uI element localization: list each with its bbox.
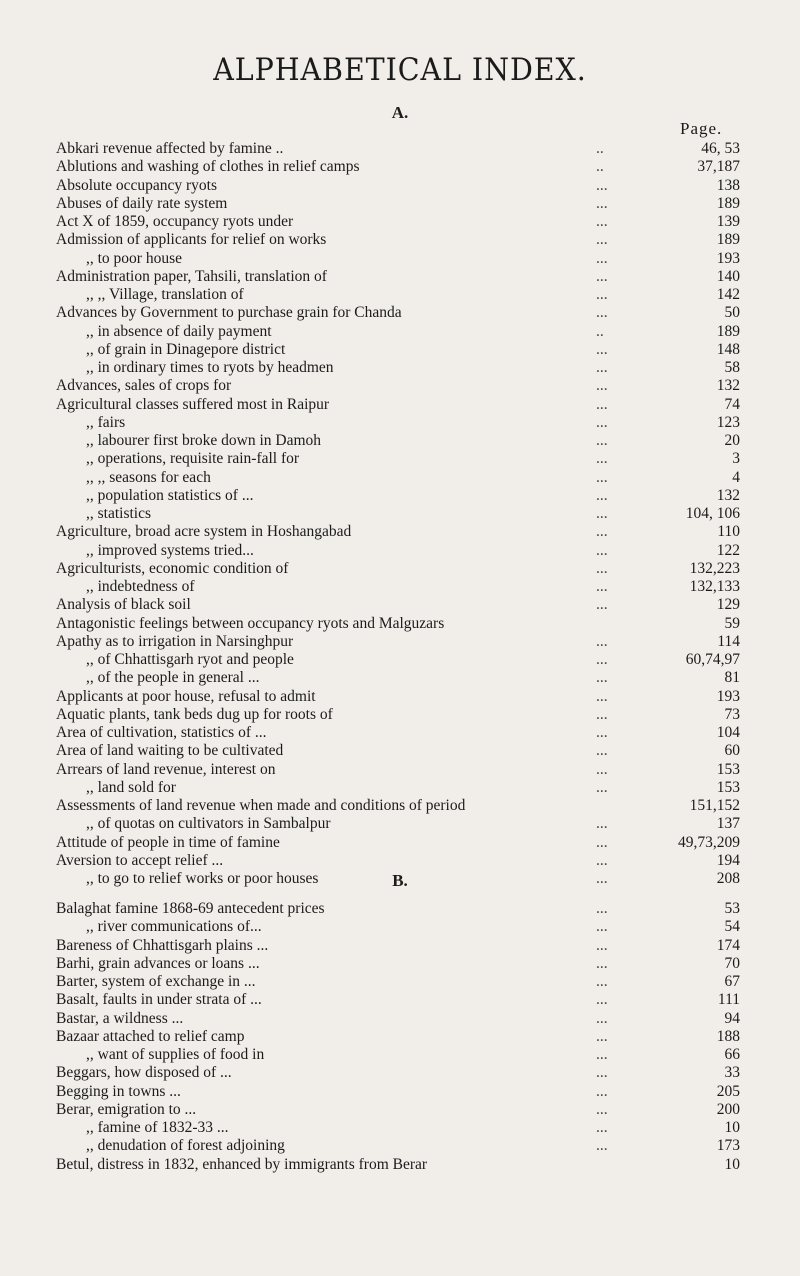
index-entry: [56, 560, 740, 578]
entry-page-number: 81: [724, 669, 740, 687]
entry-text: Berar, emigration to ...: [56, 1100, 197, 1118]
index-entry: [56, 651, 740, 669]
index-entry: [56, 973, 740, 991]
entry-leader-dots: ...: [596, 936, 608, 954]
entry-leader-dots: ...: [596, 267, 608, 285]
index-entry: [56, 359, 740, 377]
entry-page-number: 3: [732, 450, 740, 468]
entry-page-number: 50: [724, 304, 740, 322]
entry-page-number: 10: [724, 1155, 740, 1173]
entry-leader-dots: ...: [596, 450, 608, 468]
entry-text: Basalt, faults in under strata of ...: [56, 991, 262, 1009]
index-entry: [56, 323, 740, 341]
entry-page-number: 205: [716, 1082, 740, 1100]
index-entry: [56, 396, 740, 414]
entry-leader-dots: ...: [596, 1082, 608, 1100]
entry-leader-dots: ...: [596, 973, 608, 990]
entry-leader-dots: ...: [596, 249, 608, 267]
index-entry: [56, 268, 740, 286]
entry-text: Barhi, grain advances or loans ...: [56, 954, 260, 972]
entry-page-number: 140: [716, 267, 740, 285]
index-entry: [56, 615, 740, 633]
entry-page-number: 132: [716, 377, 740, 395]
entry-page-number: 151,152: [689, 797, 740, 814]
index-entry: [56, 937, 740, 955]
entry-page-number: 132,223: [689, 559, 740, 577]
entry-leader-dots: ...: [596, 194, 608, 212]
entry-page-number: 114: [717, 632, 740, 650]
entry-leader-dots: ...: [596, 760, 608, 778]
entry-text: ,, fairs: [86, 413, 126, 431]
entry-text: ,, river communications of...: [86, 918, 262, 936]
entry-text: ,, indebtedness of: [86, 578, 195, 595]
index-entry: [56, 815, 740, 833]
entry-leader-dots: ...: [596, 1137, 608, 1155]
entry-page-number: 60,74,97: [685, 651, 740, 668]
index-entry: [56, 742, 740, 760]
entry-page-number: 123: [716, 413, 740, 431]
entry-leader-dots: ...: [596, 377, 608, 395]
entry-page-number: 194: [716, 851, 740, 869]
entry-text: Bazaar attached to relief camp: [56, 1027, 245, 1045]
entry-page-number: 67: [724, 973, 740, 990]
entry-text: Aquatic plants, tank beds dug up for roots of: [56, 705, 333, 723]
index-entry: [56, 1010, 740, 1028]
entry-leader-dots: ...: [596, 213, 608, 230]
entry-text: Betul, distress in 1832, enhanced by immigrants from Berar: [56, 1155, 428, 1173]
index-entry: [56, 918, 740, 936]
index-entry: [56, 450, 740, 468]
entry-text: Absolute occupancy ryots: [56, 176, 217, 194]
entry-leader-dots: ...: [596, 651, 608, 668]
entry-leader-dots: ...: [596, 231, 608, 249]
entry-leader-dots: ...: [596, 900, 608, 917]
entry-page-number: 58: [724, 359, 740, 376]
entry-text: ,, of Chhattisgarh ryot and people: [86, 651, 294, 668]
index-entry: [56, 1046, 740, 1064]
index-entry: [56, 633, 740, 651]
index-entry: [56, 669, 740, 687]
entry-text: Ablutions and washing of clothes in relief camps: [56, 158, 360, 176]
entry-leader-dots: ...: [596, 687, 608, 705]
entry-leader-dots: ...: [596, 815, 608, 833]
entry-leader-dots: ...: [596, 468, 608, 486]
entry-leader-dots: ...: [596, 742, 608, 760]
entry-text: Applicants at poor house, refusal to admit: [56, 687, 316, 705]
index-entry: [56, 1137, 740, 1155]
entry-leader-dots: ...: [596, 705, 608, 723]
entry-text: Begging in towns ...: [56, 1082, 181, 1100]
entry-page-number: 20: [724, 432, 740, 449]
entry-text: Admission of applicants for relief on works: [56, 231, 327, 249]
entry-page-number: 49,73,209: [678, 833, 740, 851]
entry-page-number: 53: [724, 900, 740, 917]
entry-text: ,, land sold for: [86, 778, 176, 796]
entry-leader-dots: ...: [596, 395, 608, 413]
entry-leader-dots: ...: [596, 596, 608, 614]
entry-page-number: 59: [724, 614, 740, 632]
entry-text: ,, of quotas on cultivators in Sambalpur: [86, 815, 331, 833]
entry-text: Abkari revenue affected by famine ..: [56, 140, 284, 157]
entry-text: Aversion to accept relief ...: [56, 851, 224, 869]
entry-leader-dots: ...: [596, 954, 608, 972]
index-entry: [56, 414, 740, 432]
entry-text: Assessments of land revenue when made and conditions of period: [56, 797, 466, 814]
index-entry: [56, 1028, 740, 1046]
entry-page-number: 104, 106: [685, 505, 740, 522]
index-entry: [56, 724, 740, 742]
entry-page-number: 142: [716, 286, 740, 303]
index-entry: [56, 834, 740, 852]
index-entry: [56, 140, 740, 158]
entry-page-number: 73: [724, 705, 740, 723]
entry-leader-dots: ...: [596, 304, 608, 322]
entry-leader-dots: ...: [596, 340, 608, 358]
entry-leader-dots: ...: [596, 559, 608, 577]
index-entry: [56, 304, 740, 322]
entry-text: Area of land waiting to be cultivated: [56, 742, 284, 760]
index-entry: [56, 991, 740, 1009]
entry-page-number: 200: [716, 1100, 740, 1118]
entry-leader-dots: ...: [596, 1119, 608, 1136]
index-entry: [56, 523, 740, 541]
entry-page-number: 60: [724, 742, 740, 760]
index-entry: [56, 195, 740, 213]
entry-page-number: 193: [716, 249, 740, 267]
entry-leader-dots: ...: [596, 669, 608, 687]
index-entry: [56, 852, 740, 870]
entry-page-number: 132,133: [689, 578, 740, 595]
entry-text: Area of cultivation, statistics of ...: [56, 724, 267, 741]
entry-page-number: 193: [716, 687, 740, 705]
entry-leader-dots: ...: [596, 851, 608, 869]
index-entry: [56, 250, 740, 268]
entry-text: Bareness of Chhattisgarh plains ...: [56, 936, 269, 954]
section-letter-b: B.: [392, 871, 408, 890]
index-entry: [56, 706, 740, 724]
entry-text: Attitude of people in time of famine: [56, 833, 280, 851]
entry-text: Act X of 1859, occupancy ryots under: [56, 213, 294, 230]
entry-page-number: 153: [716, 760, 740, 778]
index-entry: [56, 797, 740, 815]
entry-leader-dots: ...: [596, 359, 608, 376]
index-entry: [56, 761, 740, 779]
index-entry: [56, 955, 740, 973]
entry-leader-dots: ...: [596, 1064, 608, 1082]
index-section-b: [56, 900, 740, 1174]
index-entry: [56, 1083, 740, 1101]
entry-leader-dots: ..: [596, 140, 604, 157]
entry-text: ,, ,, Village, translation of: [86, 286, 244, 303]
entry-page-number: 188: [716, 1027, 740, 1045]
entry-leader-dots: ...: [596, 578, 608, 595]
index-entry: [56, 596, 740, 614]
entry-leader-dots: ...: [596, 778, 608, 796]
entry-text: ,, in ordinary times to ryots by headmen: [86, 359, 334, 376]
entry-text: Barter, system of exchange in ...: [56, 973, 256, 990]
index-entry: [56, 1064, 740, 1082]
entry-text: Abuses of daily rate system: [56, 194, 228, 212]
entry-page-number: 174: [716, 936, 740, 954]
index-entry: [56, 487, 740, 505]
entry-text: ,, in absence of daily payment: [86, 322, 272, 340]
index-entry: [56, 1101, 740, 1119]
entry-text: ,, want of supplies of food in: [86, 1046, 265, 1063]
entry-page-number: 111: [717, 991, 740, 1009]
entry-leader-dots: ...: [596, 870, 608, 887]
index-entry: [56, 779, 740, 797]
entry-leader-dots: ..: [596, 322, 604, 340]
entry-page-number: 54: [724, 918, 740, 936]
entry-text: Administration paper, Tahsili, translation of: [56, 267, 327, 285]
entry-text: Antagonistic feelings between occupancy ryots and Malguzars: [56, 614, 445, 632]
entry-leader-dots: ...: [596, 505, 608, 522]
entry-text: ,, of the people in general ...: [86, 669, 260, 687]
entry-page-number: 173: [716, 1137, 740, 1155]
entry-page-number: 74: [724, 395, 740, 413]
entry-text: Bastar, a wildness ...: [56, 1009, 184, 1027]
page-column-label: Page.: [680, 119, 723, 138]
entry-text: ,, to poor house: [86, 249, 183, 267]
entry-leader-dots: ...: [596, 1100, 608, 1118]
index-entry: [56, 177, 740, 195]
entry-text: Apathy as to irrigation in Narsinghpur: [56, 632, 294, 650]
index-entry: [56, 505, 740, 523]
entry-leader-dots: ...: [596, 1009, 608, 1027]
entry-page-number: 189: [716, 322, 740, 340]
entry-text: ,, labourer first broke down in Damoh: [86, 432, 322, 449]
entry-text: Balaghat famine 1868-69 antecedent prices: [56, 900, 325, 917]
entry-text: Arrears of land revenue, interest on: [56, 760, 276, 778]
index-entry: [56, 341, 740, 359]
entry-leader-dots: ...: [596, 724, 608, 741]
entry-leader-dots: ...: [596, 432, 608, 449]
index-entry: [56, 213, 740, 231]
entry-leader-dots: ...: [596, 918, 608, 936]
index-entry: [56, 286, 740, 304]
entry-page-number: 208: [716, 870, 740, 887]
entry-page-number: 104: [716, 724, 740, 741]
entry-page-number: 148: [716, 340, 740, 358]
entry-text: Agriculture, broad acre system in Hoshangabad: [56, 523, 352, 541]
entry-leader-dots: ...: [596, 286, 608, 303]
entry-page-number: 137: [716, 815, 740, 833]
entry-text: ,, statistics: [86, 505, 152, 522]
entry-page-number: 46, 53: [701, 140, 740, 157]
entry-page-number: 132: [716, 486, 740, 504]
entry-page-number: 94: [724, 1009, 740, 1027]
entry-page-number: 189: [716, 194, 740, 212]
entry-text: ,, population statistics of ...: [86, 486, 254, 504]
entry-leader-dots: ...: [596, 1027, 608, 1045]
entry-text: Agricultural classes suffered most in Raipur: [56, 395, 330, 413]
entry-leader-dots: ..: [596, 158, 604, 176]
entry-page-number: 138: [716, 176, 740, 194]
entry-text: Advances, sales of crops for: [56, 377, 232, 395]
index-entry: [56, 469, 740, 487]
index-section-a: [56, 140, 740, 888]
entry-page-number: 70: [724, 954, 740, 972]
entry-text: Analysis of black soil: [56, 596, 191, 614]
entry-page-number: 153: [716, 778, 740, 796]
index-entry: [56, 578, 740, 596]
page-title: ALPHABETICAL INDEX.: [213, 52, 587, 88]
index-entry: [56, 1156, 740, 1174]
entry-leader-dots: ...: [596, 632, 608, 650]
entry-text: ,, operations, requisite rain-fall for: [86, 450, 300, 468]
entry-page-number: 129: [716, 596, 740, 614]
entry-leader-dots: ...: [596, 176, 608, 194]
index-entry: [56, 158, 740, 176]
entry-text: Agriculturists, economic condition of: [56, 559, 289, 577]
entry-page-number: 10: [724, 1119, 740, 1136]
entry-page-number: 139: [716, 213, 740, 230]
entry-leader-dots: ...: [596, 541, 608, 559]
index-entry: [56, 688, 740, 706]
entry-leader-dots: ...: [596, 833, 608, 851]
entry-page-number: 4: [732, 468, 740, 486]
entry-text: ,, famine of 1832-33 ...: [86, 1119, 229, 1136]
entry-leader-dots: ...: [596, 991, 608, 1009]
entry-leader-dots: ...: [596, 1046, 608, 1063]
entry-page-number: 66: [724, 1046, 740, 1063]
entry-text: ,, improved systems tried...: [86, 541, 254, 559]
entry-text: Beggars, how disposed of ...: [56, 1064, 232, 1082]
entry-text: ,, ,, seasons for each: [86, 468, 211, 486]
index-entry: [56, 542, 740, 560]
entry-page-number: 33: [724, 1064, 740, 1082]
index-entry: [56, 1119, 740, 1137]
index-entry: [56, 231, 740, 249]
index-entry: [56, 377, 740, 395]
entry-text: ,, denudation of forest adjoining: [86, 1137, 285, 1155]
entry-text: Advances by Government to purchase grain for Chanda: [56, 304, 402, 322]
index-entry: [56, 432, 740, 450]
entry-page-number: 110: [717, 523, 740, 541]
entry-leader-dots: ...: [596, 523, 608, 541]
entry-page-number: 122: [716, 541, 740, 559]
index-entry: [56, 900, 740, 918]
entry-leader-dots: ...: [596, 413, 608, 431]
section-letter-a: A.: [391, 103, 409, 122]
entry-leader-dots: ...: [596, 486, 608, 504]
entry-text: ,, to go to relief works or poor houses: [86, 870, 319, 887]
entry-page-number: 37,187: [697, 158, 740, 176]
entry-page-number: 189: [716, 231, 740, 249]
entry-text: ,, of grain in Dinagepore district: [86, 340, 286, 358]
